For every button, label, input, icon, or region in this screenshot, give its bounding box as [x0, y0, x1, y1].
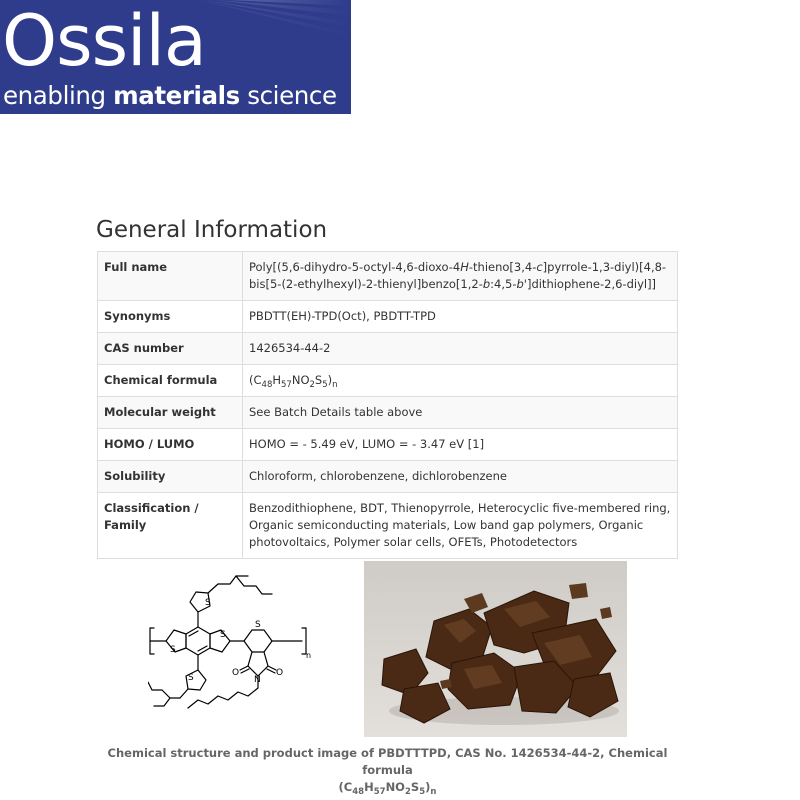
solubility-value: Chloroform, chlorobenzene, dichlorobenzene: [243, 461, 678, 493]
chemical-formula-value: $(C_{48}H_{57}NO_2S_5)_n$: [243, 365, 678, 397]
table-row: [98, 429, 678, 461]
table-row: [98, 301, 678, 333]
logo-tagline: enabling materials science: [3, 81, 337, 110]
row-label: Full name: [98, 252, 243, 301]
ossila-logo[interactable]: [0, 0, 351, 114]
oxygen-label: O: [232, 668, 240, 678]
table-row: [98, 333, 678, 365]
row-label: Synonyms: [98, 301, 243, 333]
general-info-table: [97, 251, 678, 559]
sulfur-label: S: [188, 673, 194, 683]
full-name-value: Poly[(5,6-dihydro-5-octyl-4,6-dioxo-4H-thieno[3,4-c]pyrrole-1,3-diyl)[4,8-bis[5-(2-ethylhexyl)-2-thienyl]benzo[1,2-b:4,5-b']dithiophene-2,6-diyl]]: [243, 252, 678, 301]
sulfur-label: S: [220, 630, 226, 640]
table-row: [98, 365, 678, 397]
section-title: General Information: [96, 217, 328, 243]
homo-lumo-value: HOMO = - 5.49 eV, LUMO = - 3.47 eV [1]: [243, 429, 678, 461]
row-label: HOMO / LUMO: [98, 429, 243, 461]
row-label: Classification / Family: [98, 493, 243, 559]
product-photo: [364, 561, 627, 737]
logo-wordmark: Ossila: [2, 0, 206, 82]
sulfur-label: S: [170, 645, 176, 655]
sulfur-label: S: [255, 620, 261, 630]
figure-caption: Chemical structure and product image of PBDTTTPD, CAS No. 1426534-44-2, Chemical formula $(C_{48}H_{57}NO_2S_5)_n$: [107, 746, 668, 797]
chemical-structure-diagram: [148, 572, 313, 724]
synonyms-value: PBDTT(EH)-TPD(Oct), PBDTT-TPD: [243, 301, 678, 333]
classification-value: Benzodithiophene, BDT, Thienopyrrole, Heterocyclic five-membered ring, Organic semiconducting materials, Low band gap polymers, Organic photovoltaics, Polymer solar cells, OFETs, Photodetectors: [243, 493, 678, 559]
row-label: CAS number: [98, 333, 243, 365]
repeat-unit-label: n: [306, 651, 312, 660]
table-row: [98, 493, 678, 559]
row-label: Chemical formula: [98, 365, 243, 397]
row-label: Solubility: [98, 461, 243, 493]
table-row: [98, 397, 678, 429]
cas-number-value: 1426534-44-2: [243, 333, 678, 365]
oxygen-label: O: [276, 668, 284, 678]
row-label: Molecular weight: [98, 397, 243, 429]
table-row: [98, 461, 678, 493]
molecular-weight-value: See Batch Details table above: [243, 397, 678, 429]
nitrogen-label: N: [254, 675, 261, 685]
sulfur-label: S: [205, 598, 211, 608]
table-row: [98, 252, 678, 301]
